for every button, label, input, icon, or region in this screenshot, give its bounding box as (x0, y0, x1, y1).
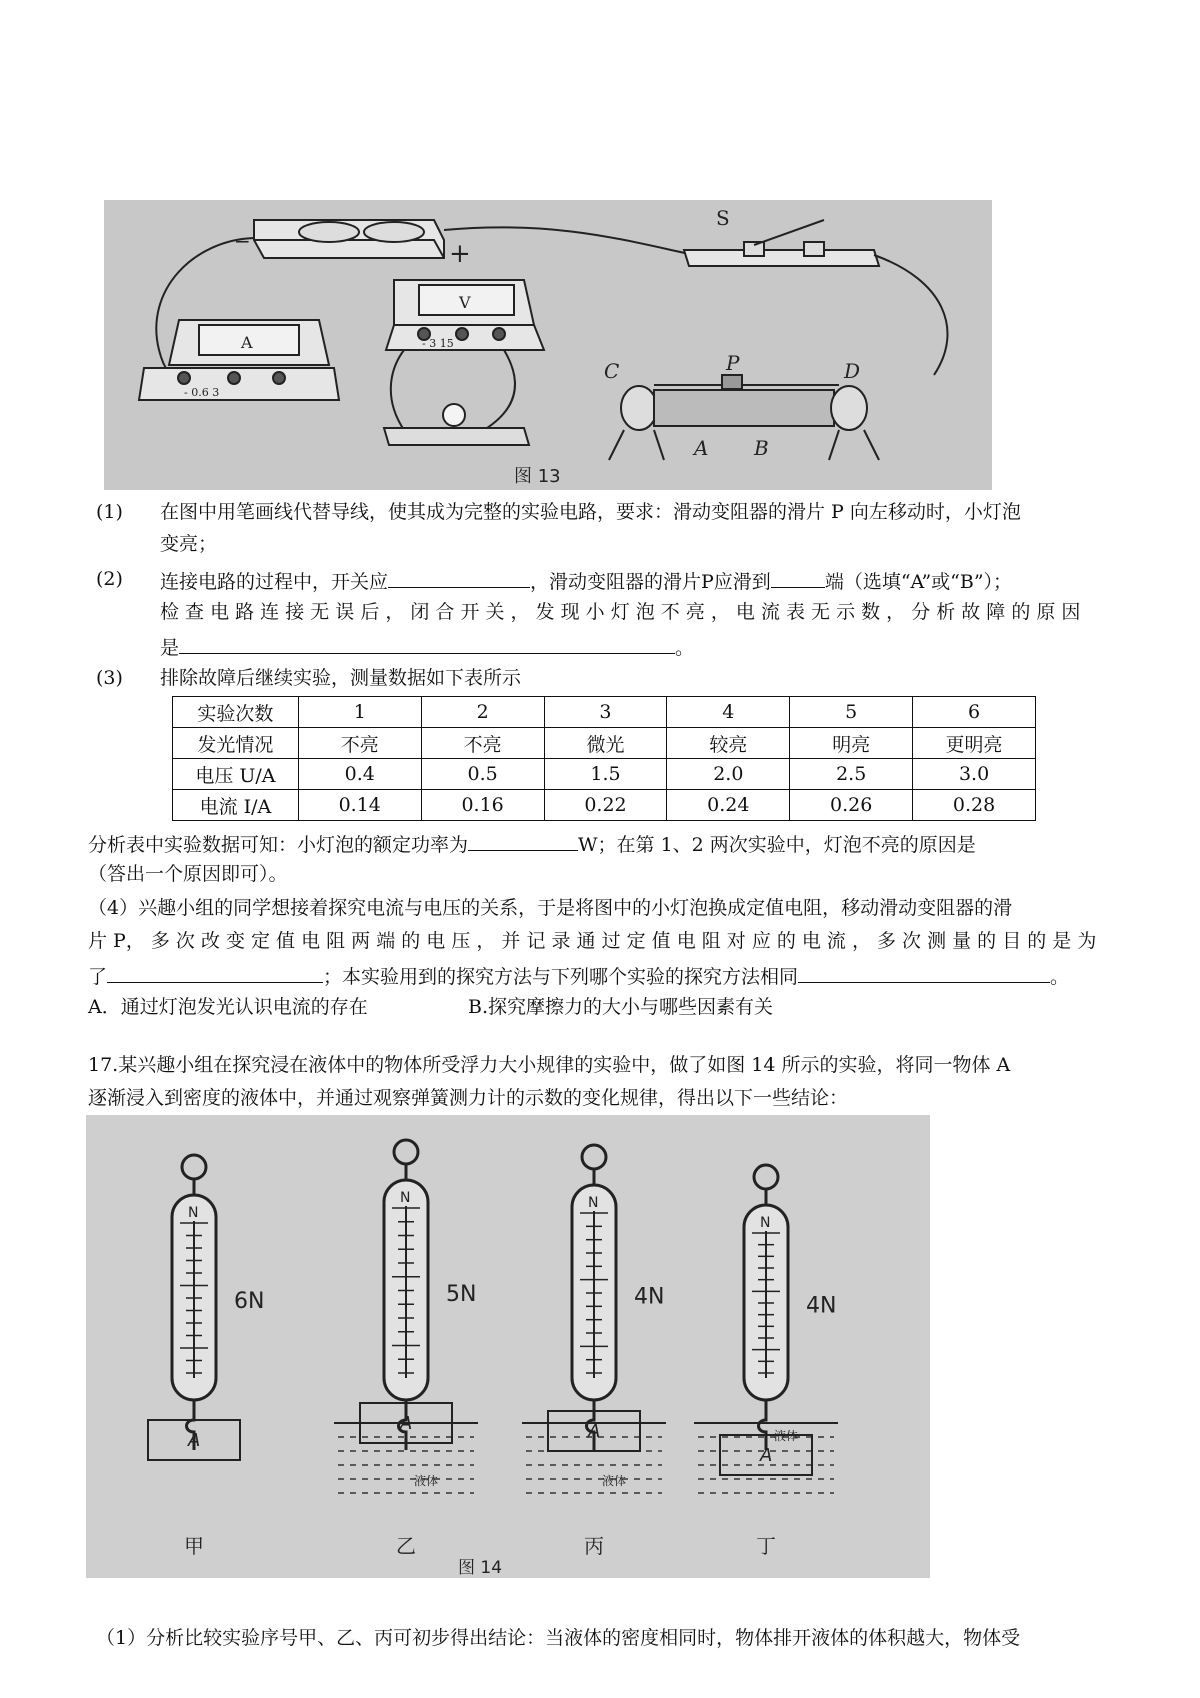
table-cell: 3.0 (913, 759, 1036, 790)
label-plus: + (449, 239, 471, 269)
q4-option-a: A．通过灯泡发光认识电流的存在 (88, 996, 368, 1018)
q2-line3-part-a: 是 (160, 637, 180, 659)
table-cell: 0.22 (544, 790, 667, 821)
table-cell: 明亮 (790, 728, 913, 759)
label-p: P (726, 351, 740, 375)
table-cell: 微光 (544, 728, 667, 759)
scale-n-mark: N (188, 1205, 199, 1221)
q4-line3-part-a: 了 (88, 966, 108, 988)
spring-scale-diagram (86, 1115, 930, 1578)
table-cell: 更明亮 (913, 728, 1036, 759)
table-row (173, 697, 1036, 728)
q4-line1: （4）兴趣小组的同学想接着探究电流与电压的关系，于是将图中的小灯泡换成定值电阻，移动滑动变阻器的滑 (88, 897, 1013, 919)
voltmeter-letter: V (459, 293, 471, 312)
q3-analysis-part-b: W；在第 1、2 两次实验中，灯泡不亮的原因是 (578, 834, 976, 856)
q4-line3-part-c: 。 (1050, 966, 1070, 988)
wire-switch-d (874, 255, 948, 375)
figure-14-caption: 图 14 (458, 1558, 503, 1578)
switch-state-blank[interactable] (388, 567, 530, 588)
label-s: S (716, 206, 730, 230)
object-a-label: A (400, 1413, 413, 1434)
scale-ring-icon (582, 1145, 606, 1169)
wire-battery-pos (444, 227, 694, 255)
figure-13-circuit (104, 200, 992, 490)
table-cell: 6 (913, 697, 1036, 728)
table-cell: 3 (544, 697, 667, 728)
q2-line1 (160, 567, 1012, 594)
circuit-diagram (104, 200, 992, 490)
q17-line2: 逐渐浸入到密度的液体中，并通过观察弹簧测力计的示数的变化规律，得出以下一些结论： (88, 1087, 849, 1109)
wire-voltmeter-left (391, 350, 404, 430)
voltmeter-terminals: - 3 15 (422, 337, 454, 350)
q2-line3 (160, 633, 694, 660)
scale-reading: 4N (634, 1284, 665, 1310)
scale-reading: 5N (446, 1282, 477, 1307)
object-a-label: A (588, 1421, 601, 1442)
table-cell: 2 (421, 697, 544, 728)
fault-reason-blank[interactable] (179, 633, 675, 654)
table-row-header: 实验次数 (173, 697, 299, 728)
q2-line3-part-b: 。 (675, 637, 695, 659)
scale-ring-icon (182, 1155, 206, 1179)
q3-intro: 排除故障后继续实验，测量数据如下表所示 (160, 667, 522, 689)
q4-line3-part-b: ；本实验用到的探究方法与下列哪个实验的探究方法相同 (323, 966, 799, 988)
q2-line1-part-a: 连接电路的过程中，开关应 (160, 571, 389, 593)
scale-label: 丙 (584, 1534, 604, 1558)
ammeter-terminals: - 0.6 3 (184, 386, 220, 399)
scale-ring-icon (394, 1140, 418, 1164)
q1-number: (1) (96, 501, 123, 523)
table-cell: 0.5 (421, 759, 544, 790)
table-cell: 较亮 (667, 728, 790, 759)
table-cell: 1.5 (544, 759, 667, 790)
q2-line1-part-c: 端（选填“A”或“B”）； (824, 571, 1013, 593)
slider-end-blank[interactable] (771, 567, 825, 588)
scale-n-mark: N (400, 1190, 411, 1206)
table-cell: 1 (298, 697, 421, 728)
label-b: B (754, 436, 769, 460)
scale-label: 甲 (184, 1534, 204, 1558)
table-cell: 2.0 (667, 759, 790, 790)
scale-reading: 6N (234, 1288, 265, 1314)
scale-label: 乙 (396, 1534, 416, 1558)
table-cell: 0.26 (790, 790, 913, 821)
q17-sub1: （1）分析比较实验序号甲、乙、丙可初步得出结论：当液体的密度相同时，物体排开液体的体积越大，物体受 (96, 1627, 1021, 1649)
object-a-label: A (188, 1430, 201, 1451)
label-a: A (694, 436, 709, 460)
bulb-base (384, 428, 529, 445)
scale-n-mark: N (760, 1215, 771, 1231)
figure-14-spring-scales (86, 1115, 930, 1578)
liquid-label: 液体 (602, 1474, 627, 1488)
table-cell: 0.4 (298, 759, 421, 790)
purpose-blank[interactable] (107, 962, 323, 983)
table-row (173, 728, 1036, 759)
table-cell: 0.16 (421, 790, 544, 821)
q1-line2: 变亮； (160, 533, 218, 555)
table-row-header: 发光情况 (173, 728, 299, 759)
q4-line3 (88, 962, 1069, 989)
q3-analysis-line1 (88, 830, 976, 857)
table-row (173, 790, 1036, 821)
q3-analysis-part-a: 分析表中实验数据可知：小灯泡的额定功率为 (88, 834, 469, 856)
label-d: D (844, 359, 861, 383)
table-cell: 0.14 (298, 790, 421, 821)
ammeter-letter: A (241, 333, 253, 352)
label-c: C (604, 359, 620, 383)
wire-voltmeter-right (484, 350, 515, 430)
method-blank[interactable] (798, 962, 1050, 983)
table-cell: 不亮 (298, 728, 421, 759)
data-table (172, 696, 1036, 821)
q1-line1: 在图中用笔画线代替导线，使其成为完整的实验电路，要求：滑动变阻器的滑片 P 向左移动时，小灯泡 (160, 501, 1021, 523)
scale-hook-icon (759, 1400, 767, 1450)
figure-13-caption: 图 13 (514, 466, 561, 487)
rated-power-blank[interactable] (468, 830, 578, 851)
table-cell: 5 (790, 697, 913, 728)
q2-line2: 检 查 电 路 连 接 无 误 后 ， 闭 合 开 关 ， 发 现 小 灯 泡 不 亮 ， 电 流 表 无 示 数 ， 分 析 故 障 的 原 因 (160, 601, 1081, 623)
q3-number: (3) (96, 667, 123, 689)
liquid-label: 液体 (414, 1474, 439, 1488)
table-cell: 2.5 (790, 759, 913, 790)
table-row (173, 759, 1036, 790)
table-cell: 0.28 (913, 790, 1036, 821)
scale-label: 丁 (756, 1534, 776, 1558)
object-a-label: A (760, 1445, 773, 1466)
q2-number: (2) (96, 568, 123, 590)
table-row-header: 电流 I/A (173, 790, 299, 821)
table-cell: 不亮 (421, 728, 544, 759)
q2-line1-part-b: ，滑动变阻器的滑片P应滑到 (530, 571, 771, 593)
scale-reading: 4N (806, 1293, 837, 1319)
q4-option-b: B.探究摩擦力的大小与哪些因素有关 (468, 996, 774, 1018)
table-cell: 0.24 (667, 790, 790, 821)
scale-ring-icon (754, 1165, 778, 1189)
table-row-header: 电压 U/A (173, 759, 299, 790)
q3-analysis-line2: （答出一个原因即可）。 (88, 863, 288, 885)
q17-line1: 17.某兴趣小组在探究浸在液体中的物体所受浮力大小规律的实验中，做了如图 14 所示的实验，将同一物体 A (88, 1054, 1011, 1076)
scale-n-mark: N (588, 1195, 599, 1211)
switch-base (684, 250, 879, 266)
rheostat (609, 375, 879, 460)
q4-line2: 片 P， 多 次 改 变 定 值 电 阻 两 端 的 电 压 ， 并 记 录 通 过 定 值 电 阻 对 应 的 电 流 ， 多 次 测 量 的 目 的 是 为 (88, 930, 1097, 952)
label-minus: − (234, 229, 251, 253)
liquid-label: 液体 (774, 1429, 799, 1443)
table-cell: 4 (667, 697, 790, 728)
